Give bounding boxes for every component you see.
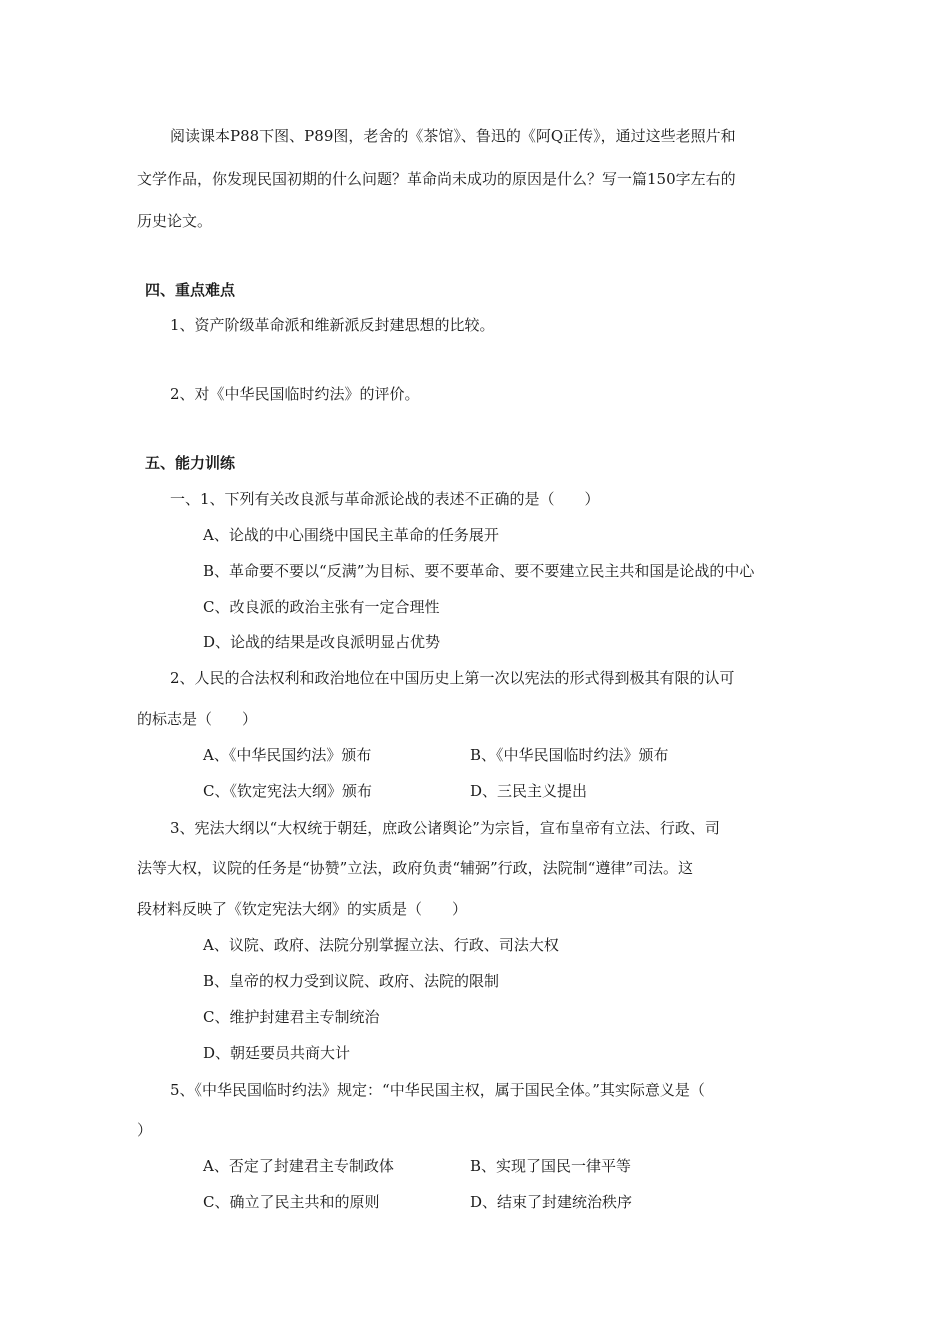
q2-stem-line-2: 的标志是（ ） [137,710,258,728]
q2-stem-line-1: 2、人民的合法权利和政治地位在中国历史上第一次以宪法的形式得到极其有限的认可 [170,669,735,687]
q5-stem-line-2: ） [137,1121,153,1139]
q1-stem: 一、1、下列有关改良派与革命派论战的表述不正确的是（ ） [170,490,600,508]
q3-stem-line-1: 3、宪法大纲以“大权统于朝廷，庶政公诸舆论”为宗旨，宣布皇帝有立法、行政、司 [170,819,720,837]
q2-option-d: D、三民主义提出 [470,782,588,800]
q2-option-c: C、《钦定宪法大纲》颁布 [203,782,372,800]
q5-option-d: D、结束了封建统治秩序 [470,1193,633,1211]
q1-option-d: D、论战的结果是改良派明显占优势 [203,633,441,651]
intro-line-1: 阅读课本P88下图、P89图，老舍的《茶馆》、鲁迅的《阿Q正传》，通过这些老照片和 [170,127,736,145]
q3-option-a: A、议院、政府、法院分别掌握立法、行政、司法大权 [203,936,559,954]
q5-option-b: B、实现了国民一律平等 [470,1157,632,1175]
q5-stem-line-1: 5、《中华民国临时约法》规定：“中华民国主权，属于国民全体。”其实际意义是（ [170,1081,705,1099]
section-4-item-2: 2、对《中华民国临时约法》的评价。 [170,385,420,403]
q2-option-a: A、《中华民国约法》颁布 [203,746,372,764]
intro-line-3: 历史论文。 [137,212,213,230]
section-4-heading: 四、重点难点 [145,281,236,299]
section-5-heading: 五、能力训练 [145,454,236,472]
q1-option-b: B、革命要不要以“反满”为目标、要不要革命、要不要建立民主共和国是论战的中心 [203,562,755,580]
q1-option-c: C、改良派的政治主张有一定合理性 [203,598,440,616]
q3-option-b: B、皇帝的权力受到议院、政府、法院的限制 [203,972,500,990]
q1-option-a: A、论战的中心围绕中国民主革命的任务展开 [203,526,499,544]
q3-stem-line-3: 段材料反映了《钦定宪法大纲》的实质是（ ） [137,900,468,918]
q3-stem-line-2: 法等大权，议院的任务是“协赞”立法，政府负责“辅弼”行政，法院制“遵律”司法。这 [137,859,694,877]
q2-option-b: B、《中华民国临时约法》颁布 [470,746,669,764]
section-4-item-1: 1、资产阶级革命派和维新派反封建思想的比较。 [170,316,495,334]
q3-option-c: C、维护封建君主专制统治 [203,1008,380,1026]
q5-option-a: A、否定了封建君主专制政体 [203,1157,394,1175]
q5-option-c: C、确立了民主共和的原则 [203,1193,380,1211]
q3-option-d: D、朝廷要员共商大计 [203,1044,351,1062]
intro-line-2: 文学作品，你发现民国初期的什么问题？革命尚未成功的原因是什么？写一篇150字左右的 [137,170,736,188]
